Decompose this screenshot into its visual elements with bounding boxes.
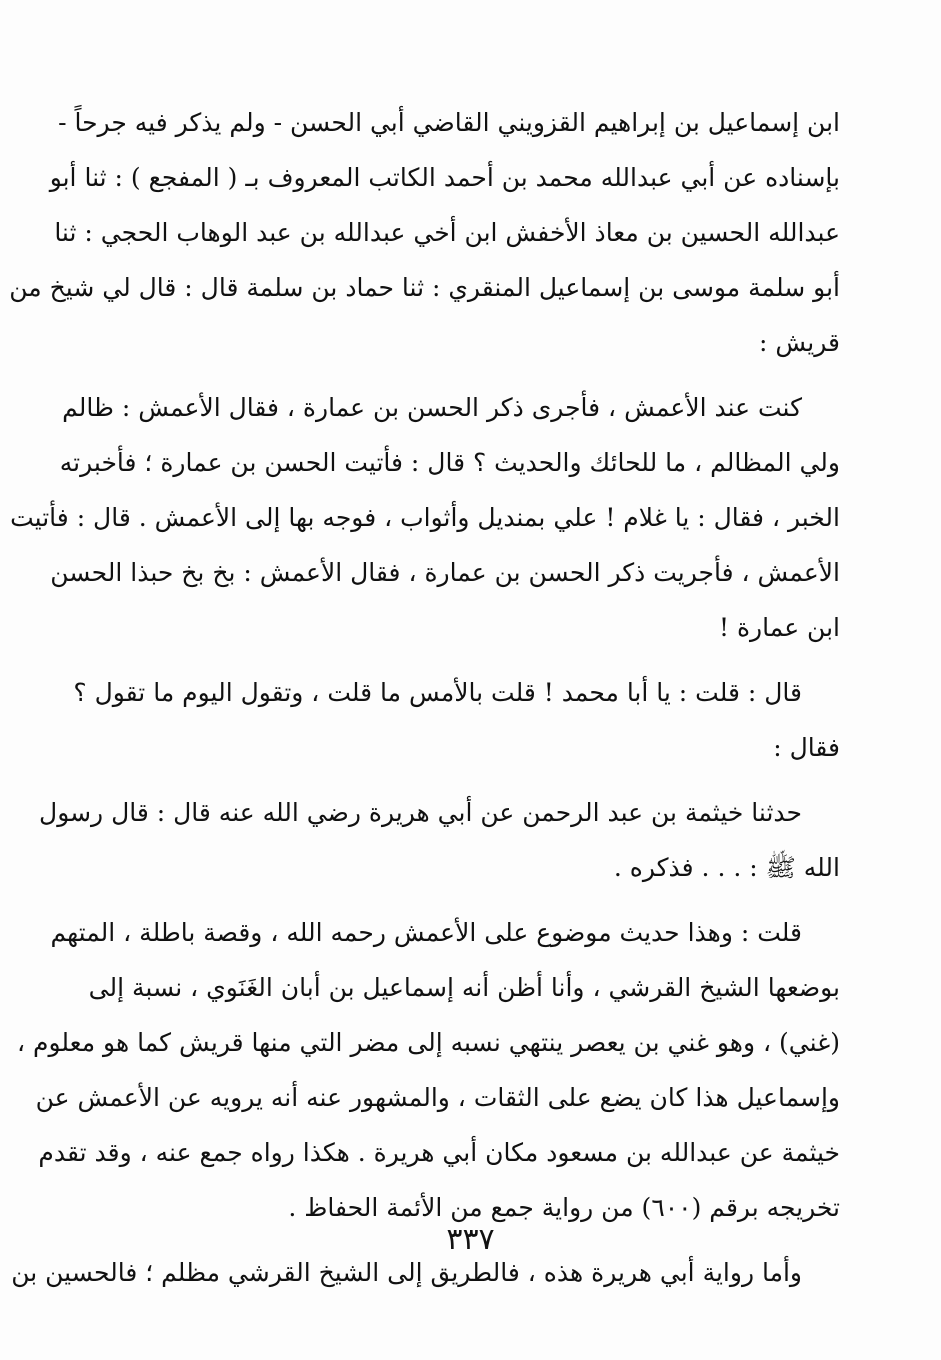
paragraph-commentary xyxy=(16,905,840,1235)
text-line: بوضعها الشيخ القرشي ، وأنا أظن أنه إسماعيل بن أبان الغَنَوي ، نسبة إلى xyxy=(88,973,840,1002)
text-line: ابن عمارة ! xyxy=(718,613,840,642)
paragraph-question xyxy=(73,665,840,775)
text-line: قلت : وهذا حديث موضوع على الأعمش رحمه الله ، وقصة باطلة ، المتهم xyxy=(50,918,802,947)
text-line: الله ﷺ : . . . فذكره . xyxy=(613,853,840,882)
text-line: عبدالله الحسين بن معاذ الأخفش ابن أخي عبدالله بن عبد الوهاب الحجي : ثنا xyxy=(54,218,840,247)
text-line: أبو سلمة موسى بن إسماعيل المنقري : ثنا حماد بن سلمة قال : قال لي شيخ من xyxy=(9,273,840,302)
paragraph-story xyxy=(10,380,840,655)
text-line: تخريجه برقم (٦٠٠) من رواية جمع من الأئمة الحفاظ . xyxy=(288,1193,840,1222)
text-line: كنت عند الأعمش ، فأجرى ذكر الحسن بن عمارة ، فقال الأعمش : ظالم xyxy=(62,393,802,422)
text-line: الأعمش ، فأجريت ذكر الحسن بن عمارة ، فقال الأعمش : بخ بخ حبذا الحسن xyxy=(50,558,840,587)
text-line: فقال : xyxy=(773,733,840,762)
text-line: ابن إسماعيل بن إبراهيم القزويني القاضي أبي الحسن - ولم يذكر فيه جرحاً - xyxy=(58,108,840,137)
text-line: الخبر ، فقال : يا غلام ! علي بمنديل وأثواب ، فوجه بها إلى الأعمش . قال : فأتيت xyxy=(10,503,840,532)
text-line: قال : قلت : يا أبا محمد ! قلت بالأمس ما قلت ، وتقول اليوم ما تقول ؟ xyxy=(73,678,802,707)
paragraph-hadith xyxy=(39,785,840,895)
text-line: حدثنا خيثمة بن عبد الرحمن عن أبي هريرة رضي الله عنه قال : قال رسول xyxy=(39,798,802,827)
text-line: وأما رواية أبي هريرة هذه ، فالطريق إلى الشيخ القرشي مظلم ؛ فالحسين بن xyxy=(11,1258,802,1287)
body-text xyxy=(9,95,840,1300)
text-line: ولي المظالم ، ما للحائك والحديث ؟ قال : فأتيت الحسن بن عمارة ؛ فأخبرته xyxy=(59,448,840,477)
paragraph-chain xyxy=(9,95,840,370)
text-line: بإسناده عن أبي عبدالله محمد بن أحمد الكاتب المعروف بـ ( المفجع ) : ثنا أبو xyxy=(49,163,840,192)
text-line: (غني) ، وهو غني بن يعصر ينتهي نسبه إلى مضر التي منها قريش كما هو معلوم ، xyxy=(16,1028,840,1057)
text-line: وإسماعيل هذا كان يضع على الثقات ، والمشهور عنه أنه يرويه عن الأعمش عن xyxy=(35,1083,840,1112)
page-number: ٣٣٧ xyxy=(446,1222,495,1257)
text-line: قريش : xyxy=(759,328,840,357)
text-line: خيثمة عن عبدالله بن مسعود مكان أبي هريرة . هكذا رواه جمع عنه ، وقد تقدم xyxy=(38,1138,840,1167)
